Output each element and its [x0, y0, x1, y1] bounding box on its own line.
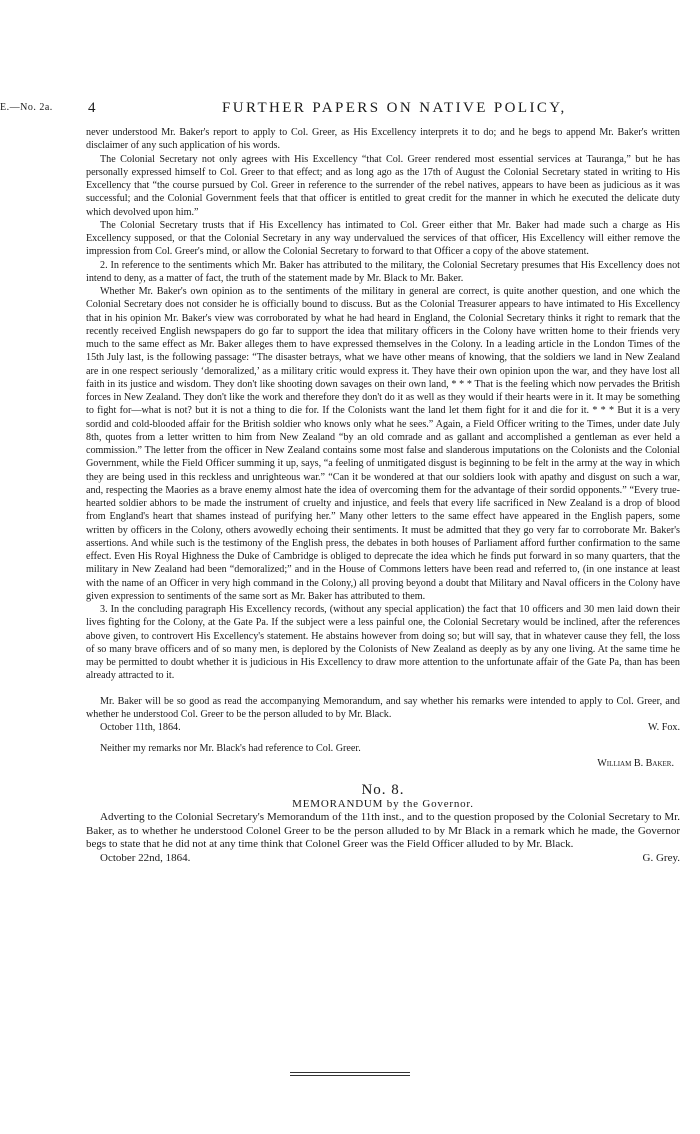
paragraph: The Colonial Secretary trusts that if His Excellency has intimated to Col. Greer either that Mr. Baker had made such a charge as His Excellency supposed, or that the Colonial Secretary in any way undervalued the services of that officer, His Excellency will either remove the impression from Col. Greer's mind, or allow the Colonial Secretary to forward to that Officer a copy of the above statement. — [86, 219, 680, 258]
closing-rule — [290, 1072, 410, 1076]
paragraph-request: Mr. Baker will be so good as read the accompanying Memorandum, and say whether his remarks were intended to apply to Col. Greer, and whether he understood Col. Greer to be the person alluded to by Mr. Black. — [86, 695, 680, 720]
paragraph-numbered: 2. In reference to the sentiments which Mr. Baker has attributed to the military, the Colonial Secretary presumes that His Excellency does not intend to deny, as a matter of fact, the truth of the statement made by Mr. Black to Mr. Baker. — [86, 259, 680, 284]
memo-body: Adverting to the Colonial Secretary's Memorandum of the 11th inst., and to the question proposed by the Colonial Secretary to Mr. Baker, as to whether he understood Colonel Greer to be the person alluded to by Mr Black in a remark which he made, the Governor begs to state that he did not at any time think that Colonel Greer was the Field Officer alluded to by Mr. Black. — [86, 811, 680, 851]
document-body — [86, 126, 680, 866]
memo-date: October 22nd, 1864. — [100, 852, 191, 865]
running-title: FURTHER PAPERS ON NATIVE POLICY, — [222, 100, 567, 116]
baker-note: Neither my remarks nor Mr. Black's had reference to Col. Greer. — [100, 743, 361, 755]
fox-signoff — [86, 721, 680, 734]
paragraph-numbered: 3. In the concluding paragraph His Excellency records, (without any special application) the fact that 10 officers and 30 men laid down their lives fighting for the Colony, at the Gate Pa. If the subject were a less painful one, the Colonial Secretary would be inclined, after the references above given, to controvert His Excellency's statement. He abstains however from doing so; but will say, that in whatever cause they fell, the loss of so many brave officers and of so many men, is deplored by the Colonists of New Zealand as deeply as by any one living. At the same time he may be permitted to doubt whether it is judicious in His Excellency to draw more attention to the unfortunate affair of the Gate Pa, than has been already attracted to it. — [86, 604, 680, 682]
document-reference: E.—No. 2a. — [0, 102, 53, 113]
paragraph: The Colonial Secretary not only agrees with His Excellency “that Col. Greer rendered most essential services at Tauranga,” but he has personally expressed himself to Col. Greer to that effect; and as long ago as the 17th of August the Colonial Secretary stated in writing to His Excellency that “the course pursued by Col. Greer in reference to the surrender of the rebel natives, appears to have been as judicious as it was successful; and the Colonial Government feels that that officer is entitled to great credit for the manner in which he executed the delicate duty which devolved upon him.” — [86, 153, 680, 218]
page-header — [0, 100, 700, 122]
memo-signoff — [86, 852, 680, 866]
memo-number: No. 8. — [361, 781, 405, 798]
memo-title: MEMORANDUM by the Governor. — [292, 798, 474, 810]
fox-signature: W. Fox. — [648, 722, 680, 733]
baker-signature: William B. Baker. — [597, 757, 674, 769]
fox-date: October 11th, 1864. — [100, 722, 181, 733]
paragraph-continuation: never understood Mr. Baker's report to apply to Col. Greer, as His Excellency interprets it to do; and he begs to append Mr. Baker's written disclaimer of any such application of his words. — [86, 127, 680, 152]
paragraph: Whether Mr. Baker's own opinion as to the sentiments of the military in general are correct, is quite another question, and one which the Colonial Secretary does not consider he is officially bound to discuss. But as the Colonial Treasurer appears to have intimated to His Excellency that in his opinion Mr. Baker's view was corroborated by what he had heard in England, the Colonial Secretary thinks it right to remark that the recently received English newspapers do go far to support the idea that military officers in the Colony have written home to their friends very much to the same effect as Mr. Baker alleges them to have expressed themselves in the Colony. In a leading article in the London Times of the 15th July last, is the following passage: “The disaster betrays, what we have other means of knowing, that the soldiers we land in New Zealand are in one respect seriously ‘demoralized,’ as a military critic would express it. They have their own opinion upon the war, and they have lost all faith in its justice and wisdom. They don't like shooting down savages on their own land, * * * That is the feeling which now pervades the British forces in New Zealand. They don't like the work and therefore they don't do it as well as they would if their hearts were in it. It may be something to fight for—what is not? but it is not a thing to die for. If the Colonists want the land let them fight for it and die for it. * * * But it is a very sordid and cold-blooded affair for the British soldier who knows only what he sees.” Again, a Field Officer writing to the Times, under date July 8th, quotes from a letter written to him from New Zealand “by an old comrade and as gallant and accomplished a gentleman as ever held a commission.” The letter from the officer in New Zealand contains some most false and slanderous imputations on the Colonists and the Colonial Government, while the Field Officer summing it up, says, “a feeling of unmitigated disgust is beginning to be felt in the army at the way in which they are being used in this reckless and unrighteous war.” “Can it be wondered at that our soldiers look with apathy and disgust on such a war, and, respecting the Maories as a brave enemy almost hate the idea of overcoming them for the advantage of their sordid opponents.” “Every true-hearted soldier abhors to be made the instrument of cruelty and injustice, and feels that every life sacrificed in New Zealand is a drop of blood from England's heart that shames instead of purifying her.” Many other letters to the same effect have appeared in the English papers, some written by officers in the Colony, others avowedly echoing their sentiments. It must be admitted that they go very far to corroborate Mr. Baker's assertions. And while such is the testimony of the English press, the debates in both houses of Parliament afford further confirmation to the same effect. Even His Royal Highness the Duke of Cambridge is obliged to deprecate the idea which he finds put forward in so many quarters, that the military in New Zealand had been “demoralized;” and in the House of Commons letters have been read and referred to, (in one instance at least with the name of an Officer in very high command in the Colony,) all proving beyond a doubt that Military and Naval officers in the Colony have given expression to sentiments of the same sort as Mr. Baker has attributed to them. — [86, 286, 680, 602]
page-number: 4 — [88, 100, 96, 116]
memo-signature: G. Grey. — [642, 852, 680, 865]
